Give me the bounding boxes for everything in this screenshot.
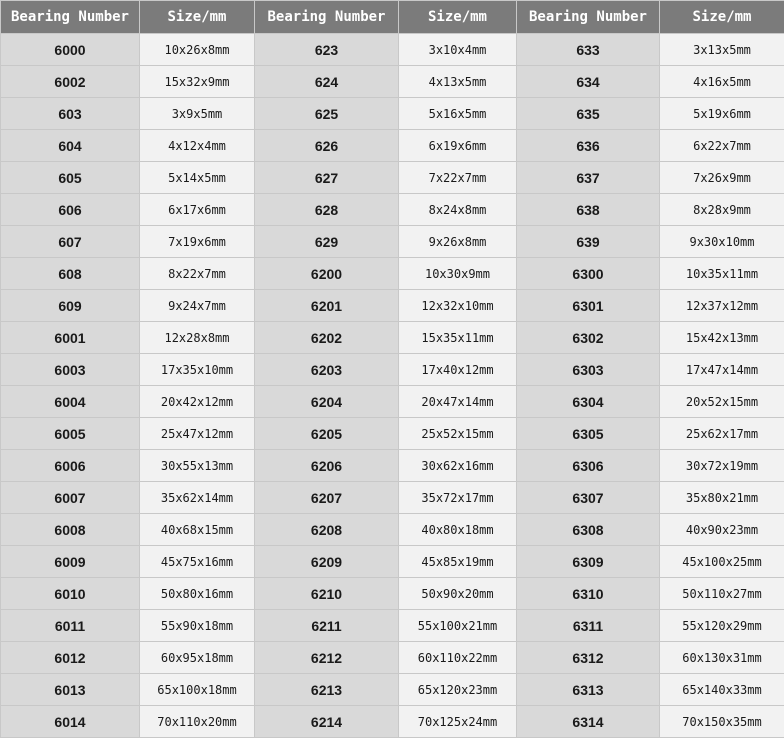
- bearing-number-cell: 6010: [1, 578, 140, 610]
- table-row: [1, 578, 784, 610]
- bearing-number-cell: 629: [255, 226, 399, 258]
- bearing-number-cell: 6213: [255, 674, 399, 706]
- bearing-number-cell: 638: [517, 194, 660, 226]
- size-cell: 60x95x18mm: [140, 642, 255, 674]
- table-row: [1, 130, 784, 162]
- table-row: [1, 482, 784, 514]
- size-cell: 55x100x21mm: [399, 610, 517, 642]
- bearing-number-cell: 6207: [255, 482, 399, 514]
- bearing-number-cell: 603: [1, 98, 140, 130]
- size-cell: 35x72x17mm: [399, 482, 517, 514]
- header-row: [1, 1, 784, 34]
- size-cell: 9x30x10mm: [660, 226, 784, 258]
- bearing-number-cell: 606: [1, 194, 140, 226]
- size-cell: 15x42x13mm: [660, 322, 784, 354]
- size-cell: 12x28x8mm: [140, 322, 255, 354]
- bearing-number-cell: 6204: [255, 386, 399, 418]
- bearing-number-cell: 608: [1, 258, 140, 290]
- size-cell: 20x42x12mm: [140, 386, 255, 418]
- table-row: [1, 642, 784, 674]
- size-cell: 3x10x4mm: [399, 34, 517, 66]
- bearing-number-cell: 6302: [517, 322, 660, 354]
- size-cell: 30x62x16mm: [399, 450, 517, 482]
- header-bearing-number: Bearing Number: [255, 1, 399, 34]
- bearing-number-cell: 6306: [517, 450, 660, 482]
- size-cell: 7x19x6mm: [140, 226, 255, 258]
- size-cell: 25x62x17mm: [660, 418, 784, 450]
- size-cell: 30x55x13mm: [140, 450, 255, 482]
- size-cell: 7x26x9mm: [660, 162, 784, 194]
- bearing-number-cell: 636: [517, 130, 660, 162]
- size-cell: 8x28x9mm: [660, 194, 784, 226]
- table-row: [1, 386, 784, 418]
- bearing-number-cell: 6004: [1, 386, 140, 418]
- bearing-number-cell: 6305: [517, 418, 660, 450]
- size-cell: 50x80x16mm: [140, 578, 255, 610]
- bearing-number-cell: 6203: [255, 354, 399, 386]
- size-cell: 12x37x12mm: [660, 290, 784, 322]
- size-cell: 55x90x18mm: [140, 610, 255, 642]
- bearing-number-cell: 607: [1, 226, 140, 258]
- bearing-number-cell: 6009: [1, 546, 140, 578]
- size-cell: 12x32x10mm: [399, 290, 517, 322]
- bearing-number-cell: 6308: [517, 514, 660, 546]
- size-cell: 50x110x27mm: [660, 578, 784, 610]
- size-cell: 4x16x5mm: [660, 66, 784, 98]
- bearing-number-cell: 604: [1, 130, 140, 162]
- size-cell: 17x40x12mm: [399, 354, 517, 386]
- size-cell: 25x52x15mm: [399, 418, 517, 450]
- size-cell: 20x52x15mm: [660, 386, 784, 418]
- table-row: [1, 706, 784, 738]
- bearing-number-cell: 6000: [1, 34, 140, 66]
- size-cell: 70x110x20mm: [140, 706, 255, 738]
- size-cell: 45x85x19mm: [399, 546, 517, 578]
- size-cell: 6x19x6mm: [399, 130, 517, 162]
- size-cell: 9x26x8mm: [399, 226, 517, 258]
- size-cell: 6x17x6mm: [140, 194, 255, 226]
- bearing-number-cell: 623: [255, 34, 399, 66]
- bearing-number-cell: 6012: [1, 642, 140, 674]
- table-row: [1, 34, 784, 66]
- size-cell: 35x62x14mm: [140, 482, 255, 514]
- bearing-number-cell: 6214: [255, 706, 399, 738]
- size-cell: 40x90x23mm: [660, 514, 784, 546]
- bearing-number-cell: 6311: [517, 610, 660, 642]
- table-row: [1, 674, 784, 706]
- bearing-number-cell: 6307: [517, 482, 660, 514]
- size-cell: 5x19x6mm: [660, 98, 784, 130]
- size-cell: 55x120x29mm: [660, 610, 784, 642]
- header-bearing-number: Bearing Number: [517, 1, 660, 34]
- table-row: [1, 194, 784, 226]
- size-cell: 30x72x19mm: [660, 450, 784, 482]
- size-cell: 4x13x5mm: [399, 66, 517, 98]
- bearing-number-cell: 6301: [517, 290, 660, 322]
- bearing-number-cell: 6303: [517, 354, 660, 386]
- bearing-number-cell: 6014: [1, 706, 140, 738]
- size-cell: 35x80x21mm: [660, 482, 784, 514]
- bearing-number-cell: 6002: [1, 66, 140, 98]
- bearing-number-cell: 625: [255, 98, 399, 130]
- bearing-number-cell: 6013: [1, 674, 140, 706]
- bearing-number-cell: 639: [517, 226, 660, 258]
- bearing-number-cell: 627: [255, 162, 399, 194]
- table-row: [1, 514, 784, 546]
- table-row: [1, 258, 784, 290]
- size-cell: 7x22x7mm: [399, 162, 517, 194]
- bearing-number-cell: 637: [517, 162, 660, 194]
- bearing-number-cell: 6001: [1, 322, 140, 354]
- bearing-number-cell: 6201: [255, 290, 399, 322]
- bearing-number-cell: 6205: [255, 418, 399, 450]
- bearing-number-cell: 6312: [517, 642, 660, 674]
- header-size: Size/mm: [660, 1, 784, 34]
- size-cell: 50x90x20mm: [399, 578, 517, 610]
- bearing-number-cell: 6314: [517, 706, 660, 738]
- bearing-number-cell: 6206: [255, 450, 399, 482]
- bearing-number-cell: 634: [517, 66, 660, 98]
- size-cell: 40x80x18mm: [399, 514, 517, 546]
- size-cell: 65x100x18mm: [140, 674, 255, 706]
- size-cell: 8x24x8mm: [399, 194, 517, 226]
- size-cell: 45x75x16mm: [140, 546, 255, 578]
- size-cell: 40x68x15mm: [140, 514, 255, 546]
- bearing-number-cell: 628: [255, 194, 399, 226]
- size-cell: 20x47x14mm: [399, 386, 517, 418]
- table-row: [1, 450, 784, 482]
- bearing-number-cell: 6006: [1, 450, 140, 482]
- size-cell: 60x130x31mm: [660, 642, 784, 674]
- size-cell: 10x26x8mm: [140, 34, 255, 66]
- table-row: [1, 322, 784, 354]
- size-cell: 3x9x5mm: [140, 98, 255, 130]
- table-row: [1, 610, 784, 642]
- table-row: [1, 354, 784, 386]
- header-size: Size/mm: [399, 1, 517, 34]
- size-cell: 15x35x11mm: [399, 322, 517, 354]
- bearing-number-cell: 6211: [255, 610, 399, 642]
- size-cell: 70x150x35mm: [660, 706, 784, 738]
- header-size: Size/mm: [140, 1, 255, 34]
- size-cell: 8x22x7mm: [140, 258, 255, 290]
- bearing-number-cell: 6300: [517, 258, 660, 290]
- header-bearing-number: Bearing Number: [1, 1, 140, 34]
- size-cell: 65x140x33mm: [660, 674, 784, 706]
- bearing-number-cell: 6210: [255, 578, 399, 610]
- table-row: [1, 162, 784, 194]
- table-row: [1, 546, 784, 578]
- bearing-number-cell: 6005: [1, 418, 140, 450]
- size-cell: 70x125x24mm: [399, 706, 517, 738]
- table-row: [1, 290, 784, 322]
- size-cell: 65x120x23mm: [399, 674, 517, 706]
- size-cell: 15x32x9mm: [140, 66, 255, 98]
- bearing-number-cell: 6208: [255, 514, 399, 546]
- size-cell: 4x12x4mm: [140, 130, 255, 162]
- bearing-number-cell: 6003: [1, 354, 140, 386]
- size-cell: 3x13x5mm: [660, 34, 784, 66]
- size-cell: 60x110x22mm: [399, 642, 517, 674]
- size-cell: 5x16x5mm: [399, 98, 517, 130]
- size-cell: 17x35x10mm: [140, 354, 255, 386]
- size-cell: 25x47x12mm: [140, 418, 255, 450]
- bearing-number-cell: 626: [255, 130, 399, 162]
- table-row: [1, 98, 784, 130]
- bearing-number-cell: 6011: [1, 610, 140, 642]
- table-row: [1, 418, 784, 450]
- size-cell: 17x47x14mm: [660, 354, 784, 386]
- bearing-number-cell: 6008: [1, 514, 140, 546]
- bearing-number-cell: 6007: [1, 482, 140, 514]
- size-cell: 9x24x7mm: [140, 290, 255, 322]
- bearing-number-cell: 635: [517, 98, 660, 130]
- bearing-number-cell: 6209: [255, 546, 399, 578]
- bearing-number-cell: 6304: [517, 386, 660, 418]
- bearing-number-cell: 6200: [255, 258, 399, 290]
- bearing-number-cell: 624: [255, 66, 399, 98]
- size-cell: 10x30x9mm: [399, 258, 517, 290]
- bearing-number-cell: 6212: [255, 642, 399, 674]
- bearing-number-cell: 609: [1, 290, 140, 322]
- bearing-number-cell: 6313: [517, 674, 660, 706]
- size-cell: 5x14x5mm: [140, 162, 255, 194]
- size-cell: 45x100x25mm: [660, 546, 784, 578]
- bearing-number-cell: 605: [1, 162, 140, 194]
- table-row: [1, 226, 784, 258]
- table-row: [1, 66, 784, 98]
- bearing-number-cell: 6202: [255, 322, 399, 354]
- bearing-number-cell: 6310: [517, 578, 660, 610]
- bearing-number-cell: 6309: [517, 546, 660, 578]
- bearing-number-cell: 633: [517, 34, 660, 66]
- table-body: [1, 34, 784, 738]
- size-cell: 6x22x7mm: [660, 130, 784, 162]
- size-cell: 10x35x11mm: [660, 258, 784, 290]
